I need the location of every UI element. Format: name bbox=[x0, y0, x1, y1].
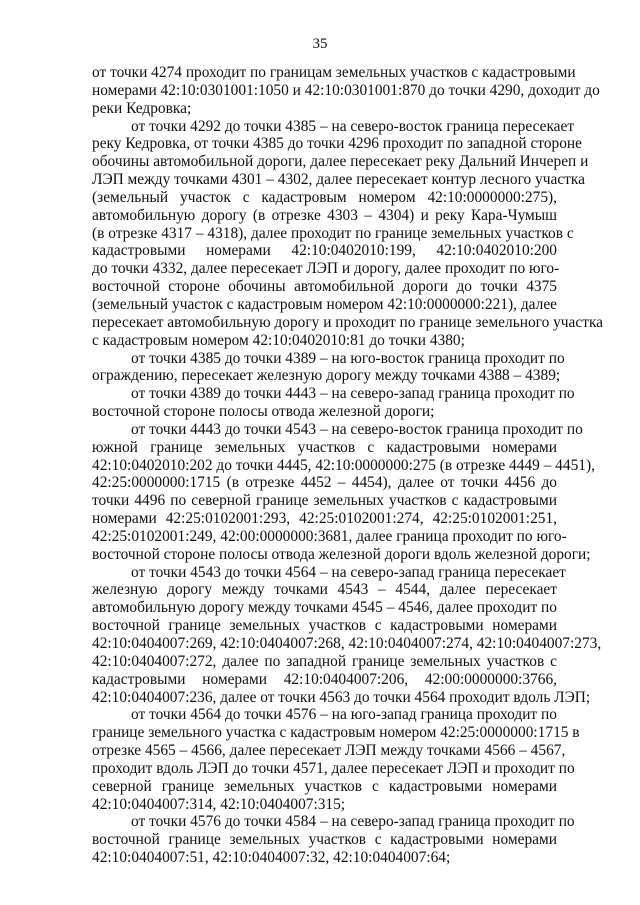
text-line: восточной границе земельных участков с кадастровыми номерами bbox=[92, 617, 557, 635]
text-line: от точки 4543 до точки 4564 – на северо-запад граница пересекает bbox=[131, 563, 566, 581]
text-line: номерами 42:25:0102001:293, 42:25:0102001:274, 42:25:0102001:251, bbox=[92, 510, 557, 528]
paragraph bbox=[92, 563, 602, 707]
text-line: 42:10:0404007:269, 42:10:0404007:268, 42:10:0404007:274, 42:10:0404007:273, bbox=[92, 635, 602, 652]
text-line: от точки 4292 до точки 4385 – на северо-восток граница пересекает bbox=[131, 117, 575, 135]
text-line: кадастровыми номерами 42:10:0402010:199, 42:10:0402010:200 bbox=[92, 242, 557, 260]
text-line: южной границе земельных участков с кадастровыми номерами bbox=[92, 438, 557, 456]
text-line: точки 4496 по северной границе земельных участков с кадастровыми bbox=[92, 492, 557, 510]
text-line: 42:10:0402010:202 до точки 4445, 42:10:0000000:275 (в отрезке 4449 – 4451), bbox=[92, 456, 595, 474]
text-line: проходит вдоль ЛЭП до точки 4571, далее пересекает ЛЭП и проходит по bbox=[92, 759, 575, 777]
text-line: 42:10:0404007:51, 42:10:0404007:32, 42:10:0404007:64; bbox=[92, 849, 451, 867]
text-line: до точки 4332, далее пересекает ЛЭП и дорогу, далее проходит по юго- bbox=[92, 260, 560, 278]
text-line: 42:10:0404007:236, далее от точки 4563 до точки 4564 проходит вдоль ЛЭП; bbox=[92, 688, 591, 706]
text-line: границе земельного участка с кадастровым номером 42:25:0000000:1715 в bbox=[92, 724, 580, 742]
text-line: 42:25:0102001:249, 42:00:0000000:3681, далее граница проходит по юго- bbox=[92, 527, 567, 545]
text-line: реку Кедровка, от точки 4385 до точки 4296 проходит по западной стороне bbox=[92, 135, 582, 153]
paragraph bbox=[92, 349, 565, 386]
page-number: 35 bbox=[312, 36, 328, 52]
text-line: номерами 42:10:0301001:1050 и 42:10:0301001:870 до точки 4290, доходит до bbox=[92, 81, 600, 99]
text-line: 42:10:0404007:314, 42:10:0404007:315; bbox=[92, 795, 346, 813]
text-line: восточной стороне обочины автомобильной дороги до точки 4375 bbox=[92, 278, 557, 296]
text-line: (земельный участок с кадастровым номером 42:10:0000000:275), bbox=[92, 188, 557, 206]
text-line: кадастровыми номерами 42:10:0404007:206, 42:00:0000000:3766, bbox=[92, 670, 557, 688]
text-line: пересекает автомобильную дорогу и проходит по границе земельного участка bbox=[92, 313, 604, 331]
text-line: ЛЭП между точками 4301 – 4302, далее пересекает контур лесного участка bbox=[92, 171, 585, 189]
paragraph bbox=[92, 420, 595, 564]
text-line: (земельный участок с кадастровым номером 42:10:0000000:221), далее bbox=[92, 295, 557, 313]
text-line: 42:10:0404007:272, далее по западной границе земельных участков с bbox=[92, 652, 557, 670]
text-line: автомобильную дорогу (в отрезке 4303 – 4304) и реку Кара-Чумыш bbox=[92, 206, 557, 224]
text-line: восточной стороне полосы отвода железной дороги; bbox=[92, 403, 435, 421]
paragraph bbox=[92, 706, 580, 813]
text-line: восточной границе земельных участков с кадастровыми номерами bbox=[92, 831, 557, 849]
text-line: от точки 4274 проходит по границам земельных участков с кадастровыми bbox=[92, 64, 576, 81]
text-line: от точки 4443 до точки 4543 – на северо-восток граница проходит по bbox=[131, 420, 583, 438]
paragraph bbox=[92, 813, 575, 867]
text-line: от точки 4576 до точки 4584 – на северо-запад граница проходит по bbox=[131, 813, 575, 831]
text-line: 42:25:0000000:1715 (в отрезке 4452 – 4454), далее от точки 4456 до bbox=[92, 474, 557, 492]
text-line: от точки 4564 до точки 4576 – на юго-запад граница проходит по bbox=[131, 706, 557, 724]
text-line: отрезке 4565 – 4566, далее пересекает ЛЭП между точками 4566 – 4567, bbox=[92, 742, 566, 760]
text-line: с кадастровым номером 42:10:0402010:81 до точки 4380; bbox=[92, 331, 465, 349]
text-line: северной границе земельных участков с кадастровыми номерами bbox=[92, 777, 557, 795]
paragraph bbox=[92, 117, 604, 350]
text-line: (в отрезке 4317 – 4318), далее проходит по границе земельных участков с bbox=[92, 224, 574, 242]
text-line: от точки 4389 до точки 4443 – на северо-запад граница проходит по bbox=[131, 385, 575, 403]
paragraph bbox=[92, 64, 600, 118]
text-line: от точки 4385 до точки 4389 – на юго-восток граница проходит по bbox=[131, 349, 565, 367]
document-body bbox=[92, 64, 604, 867]
text-line: восточной стороне полосы отвода железной дороги вдоль железной дороги; bbox=[92, 545, 591, 563]
text-line: реки Кедровка; bbox=[92, 99, 192, 117]
text-line: железную дорогу между точками 4543 – 4544, далее пересекает bbox=[92, 581, 557, 599]
text-line: обочины автомобильной дороги, далее пересекает реку Дальний Инчереп и bbox=[92, 153, 589, 171]
paragraph bbox=[92, 385, 575, 421]
text-line: ограждению, пересекает железную дорогу между точками 4388 – 4389; bbox=[92, 367, 561, 385]
text-line: автомобильную дорогу между точками 4545 – 4546, далее проходит по bbox=[92, 599, 557, 617]
